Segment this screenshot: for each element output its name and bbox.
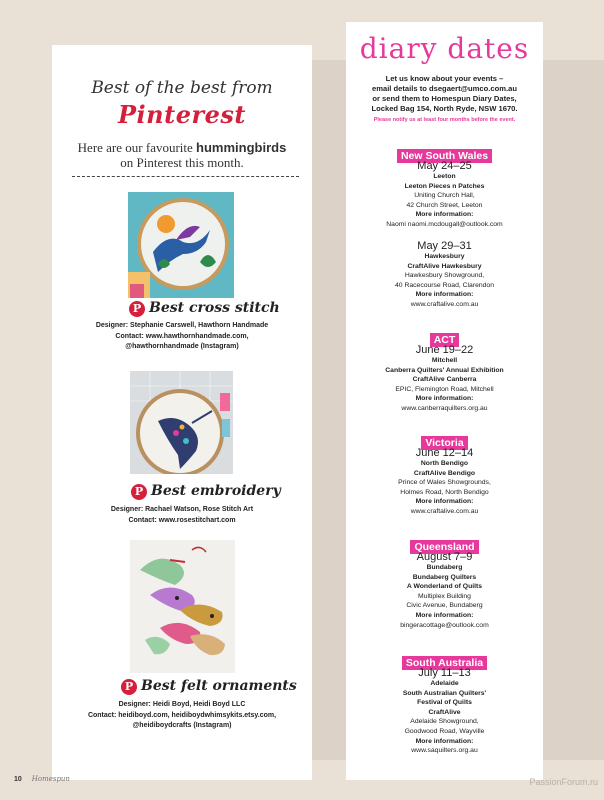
embroidery-photo: [130, 371, 233, 474]
event-line: Leeton Pieces n Patches: [404, 182, 485, 190]
event-line: Uniting Church Hall,: [414, 192, 475, 200]
event-line: Bundaberg Quilters: [412, 573, 477, 581]
diary-title: diary dates: [359, 32, 530, 65]
event-date: May 24–25: [417, 160, 472, 172]
event-leeton: [346, 160, 543, 230]
event-line: Leeton: [433, 173, 456, 180]
event-line: Civic Avenue, Bundaberg: [406, 602, 483, 610]
event-line[interactable]: www.canberraquilters.org.au: [401, 404, 488, 412]
event-line: More information:: [415, 498, 474, 506]
event-line: Adelaide: [430, 680, 459, 687]
diary-intro-line: or send them to Homespun Diary Dates,: [372, 94, 517, 103]
page-number: 10: [14, 776, 22, 783]
pick-line: @hawthornhandmade (Instagram): [125, 343, 239, 350]
magazine-name: Homespun: [31, 775, 70, 783]
event-line: Hawkesbury: [424, 253, 465, 260]
diary-intro-line[interactable]: email details to dsegaert@umco.com.au: [372, 84, 517, 93]
event-line: North Bendigo: [420, 460, 469, 467]
event-bundaberg: [346, 551, 543, 630]
pick-line: Designer: Heidi Boyd, Heidi Boyd LLC: [118, 701, 246, 708]
pick-line: Contact: www.hawthornhandmade.com,: [115, 332, 249, 340]
event-line: EPIC, Flemington Road, Mitchell: [395, 385, 494, 393]
pick-caption-cross-stitch: Best cross stitch: [149, 300, 280, 316]
pick-caption-felt-ornaments: Best felt ornaments: [141, 678, 297, 694]
event-line: 42 Church Street, Leeton: [406, 201, 483, 209]
pinterest-logo-text: Pinterest: [118, 100, 246, 129]
event-line: CraftAlive Hawkesbury: [407, 262, 482, 270]
event-line: Festival of Quilts: [417, 699, 472, 707]
watermark: PassionForum.ru: [529, 777, 598, 787]
diary-intro: [346, 74, 543, 114]
pinterest-card: [52, 45, 312, 780]
event-line: 40 Racecourse Road, Clarendon: [395, 281, 494, 289]
event-line: More information:: [415, 291, 474, 299]
event-line[interactable]: www.craftalive.com.au: [410, 300, 479, 308]
event-line: Multiplex Building: [418, 592, 471, 600]
event-date: August 7–9: [416, 551, 473, 563]
page-footer: [14, 775, 70, 783]
pick-line: Contact: www.rosestitchart.com: [128, 516, 236, 524]
event-line: More information:: [415, 395, 474, 403]
event-line: Hawkesbury Showground,: [404, 272, 485, 280]
event-line: CraftAlive Canberra: [412, 376, 477, 384]
event-line: Mitchell: [431, 357, 458, 364]
dashed-divider: [72, 176, 299, 177]
pick-line: @heidiboydcrafts (Instagram): [132, 722, 232, 729]
pick-line: Contact: heidiboyd.com, heidiboydwhimsykits.etsy.com,: [87, 711, 277, 719]
event-line[interactable]: www.saquilters.org.au: [411, 747, 478, 755]
event-line: Bundaberg: [426, 564, 463, 571]
event-line: South Australian Quilters': [402, 689, 487, 697]
event-line: More information:: [415, 611, 474, 619]
event-line[interactable]: www.craftalive.com.au: [410, 507, 479, 515]
pick-info-embroidery: [52, 505, 312, 526]
pick-info-cross-stitch: [52, 321, 312, 353]
event-line: Holmes Road, North Bendigo: [400, 488, 489, 496]
felt-ornaments-photo: [130, 540, 235, 673]
pick-line: Designer: Rachael Watson, Rose Stitch Art: [110, 506, 254, 513]
intro-post: on Pinterest this month.: [120, 155, 244, 170]
diary-note: Please notify us at least four months before the event.: [373, 117, 516, 123]
region-badge: New South Wales: [397, 149, 492, 163]
event-line: Adelaide Showground,: [410, 718, 479, 726]
event-line: Prince of Wales Showgrounds,: [398, 479, 491, 487]
diary-intro-line: Let us know about your events –: [385, 74, 504, 83]
event-line: Canberra Quilters' Annual Exhibition: [385, 366, 504, 374]
region-badge: Victoria: [421, 436, 467, 450]
event-line: CraftAlive Bendigo: [413, 469, 476, 477]
pinterest-intro: [62, 140, 302, 170]
event-north-bendigo: [346, 447, 543, 517]
event-date: June 19–22: [415, 344, 474, 356]
diary-dates-card: [346, 22, 543, 780]
region-badge: South Australia: [402, 656, 487, 670]
intro-bold: hummingbirds: [196, 140, 287, 155]
diary-intro-line: Locked Bag 154, North Ryde, NSW 1670.: [371, 104, 518, 113]
event-adelaide: [346, 667, 543, 756]
event-date: June 12–14: [415, 447, 474, 459]
event-line: More information:: [415, 211, 474, 219]
pick-line: Designer: Stephanie Carswell, Hawthorn Handmade: [95, 322, 269, 329]
event-line: Goodwood Road, Wayville: [404, 727, 485, 735]
region-badge: ACT: [430, 333, 460, 347]
event-line: A Wonderland of Quilts: [406, 583, 483, 591]
pinterest-pin-icon: P: [131, 484, 147, 500]
pick-info-felt-ornaments: [52, 700, 312, 732]
event-date: July 11–13: [418, 667, 471, 679]
event-mitchell: [346, 344, 543, 414]
pinterest-pin-icon: P: [121, 679, 137, 695]
region-badge: Queensland: [410, 540, 478, 554]
event-hawkesbury: [346, 240, 543, 310]
event-line: More information:: [415, 737, 474, 745]
pick-caption-embroidery: Best embroidery: [151, 483, 281, 499]
pinterest-heading-line1: Best of the best from: [91, 78, 273, 98]
event-line: CraftAlive: [428, 708, 461, 716]
intro-pre: Here are our favourite: [77, 140, 193, 155]
event-line[interactable]: bingeracottage@outlook.com: [400, 621, 489, 629]
event-line[interactable]: Naomi naomi.mcdougall@outlook.com: [386, 220, 503, 228]
event-date: May 29–31: [417, 240, 472, 252]
cross-stitch-photo: [128, 192, 234, 298]
pinterest-pin-icon: P: [129, 301, 145, 317]
